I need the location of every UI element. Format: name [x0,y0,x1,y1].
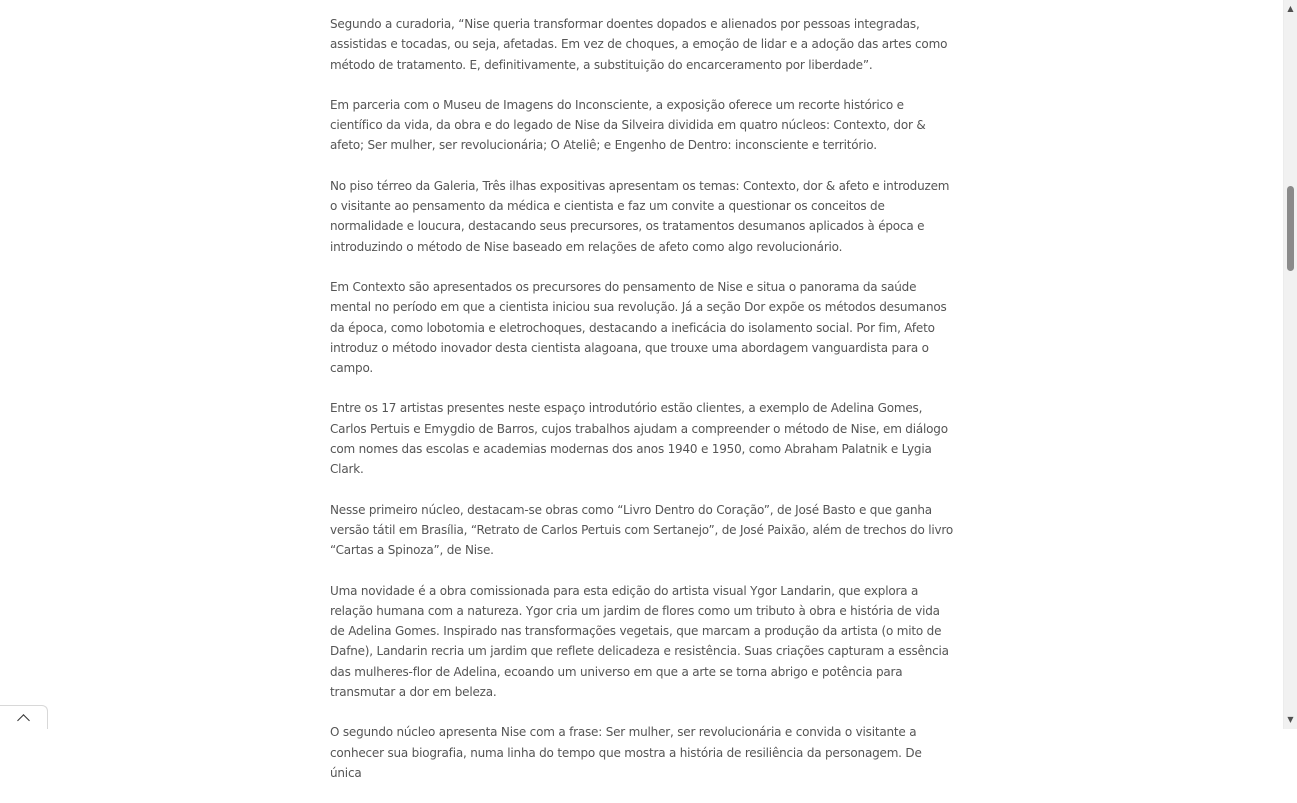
article-paragraph: Em parceria com o Museu de Imagens do Inconsciente, a exposição oferece um recorte histórico e científico da vida, da obra e do legado de Nise da Silveira dividida em quatro núcleos: Contexto, dor & afeto; Ser mulher, ser revolucionária; O Ateliê; e Engenho de Dentro: inconsciente e território. [330,97,926,153]
scrollbar-thumb[interactable] [1287,186,1294,271]
article-paragraph: Segundo a curadoria, “Nise queria transformar doentes dopados e alienados por pessoas integradas, assistidas e tocadas, ou seja, afetadas. Em vez de choques, a emoção de lidar e a adoção das artes como método de tratamento. E, definitivamente, a substituição do encarceramento por liberdade”. [330,17,948,72]
vertical-scrollbar[interactable] [1283,0,1297,729]
back-to-top-button[interactable] [0,705,48,729]
article-paragraph: Nesse primeiro núcleo, destacam-se obras como “Livro Dentro do Coração”, de José Basto e que ganha versão tátil em Brasília, “Retrato de Carlos Pertuis com Sertanejo”, de José Paixão, além de trechos do livro “Cartas a Spinoza”, de Nise. [330,502,953,558]
scroll-down-arrow-icon[interactable]: ▼ [1287,715,1294,724]
article-paragraph: Em Contexto são apresentados os precursores do pensamento de Nise e situa o panorama da saúde mental no período em que a cientista iniciou sua revolução. Já a seção Dor expõe os métodos desumanos da época, como lobotomia e eletrochoques, destacando a ineficácia do isolamento social. Por fim, Afeto introduz o método inovador desta cientista alagoana, que trouxe uma abordagem vanguardista para o campo. [330,279,947,376]
article-body [330,14,954,803]
article-paragraph: Uma novidade é a obra comissionada para esta edição do artista visual Ygor Landarin, que explora a relação humana com a natureza. Ygor cria um jardim de flores como um tributo à obra e história de vida de Adelina Gomes. Inspirado nas transformações vegetais, que marcam a produção da artista (o mito de Dafne), Landarin recria um jardim que reflete delicadeza e resistência. Suas criações capturam a essência das mulheres-flor de Adelina, ecoando um universo em que a arte se torna abrigo e potência para transmutar a dor em beleza. [330,583,949,700]
scroll-up-arrow-icon[interactable]: ▲ [1287,4,1294,13]
article-paragraph: No piso térreo da Galeria, Três ilhas expositivas apresentam os temas: Contexto, dor & afeto e introduzem o visitante ao pensamento da médica e cientista e faz um convite a questionar os conceitos de normalidade e loucura, destacando seus precursores, os tratamentos desumanos aplicados à época e introduzindo o método de Nise baseado em relações de afeto como algo revolucionário. [330,178,950,254]
article-paragraph: Entre os 17 artistas presentes neste espaço introdutório estão clientes, a exemplo de Adelina Gomes, Carlos Pertuis e Emygdio de Barros, cujos trabalhos ajudam a compreender o método de Nise, em diálogo com nomes das escolas e academias modernas dos anos 1940 e 1950, como Abraham Palatnik e Lygia Clark. [330,401,948,477]
article-paragraph: O segundo núcleo apresenta Nise com a frase: Ser mulher, ser revolucionária e convida o visitante a conhecer sua biografia, numa linha do tempo que mostra a história de resiliência da personagem. De única [330,725,922,780]
chevron-up-icon [17,714,30,727]
